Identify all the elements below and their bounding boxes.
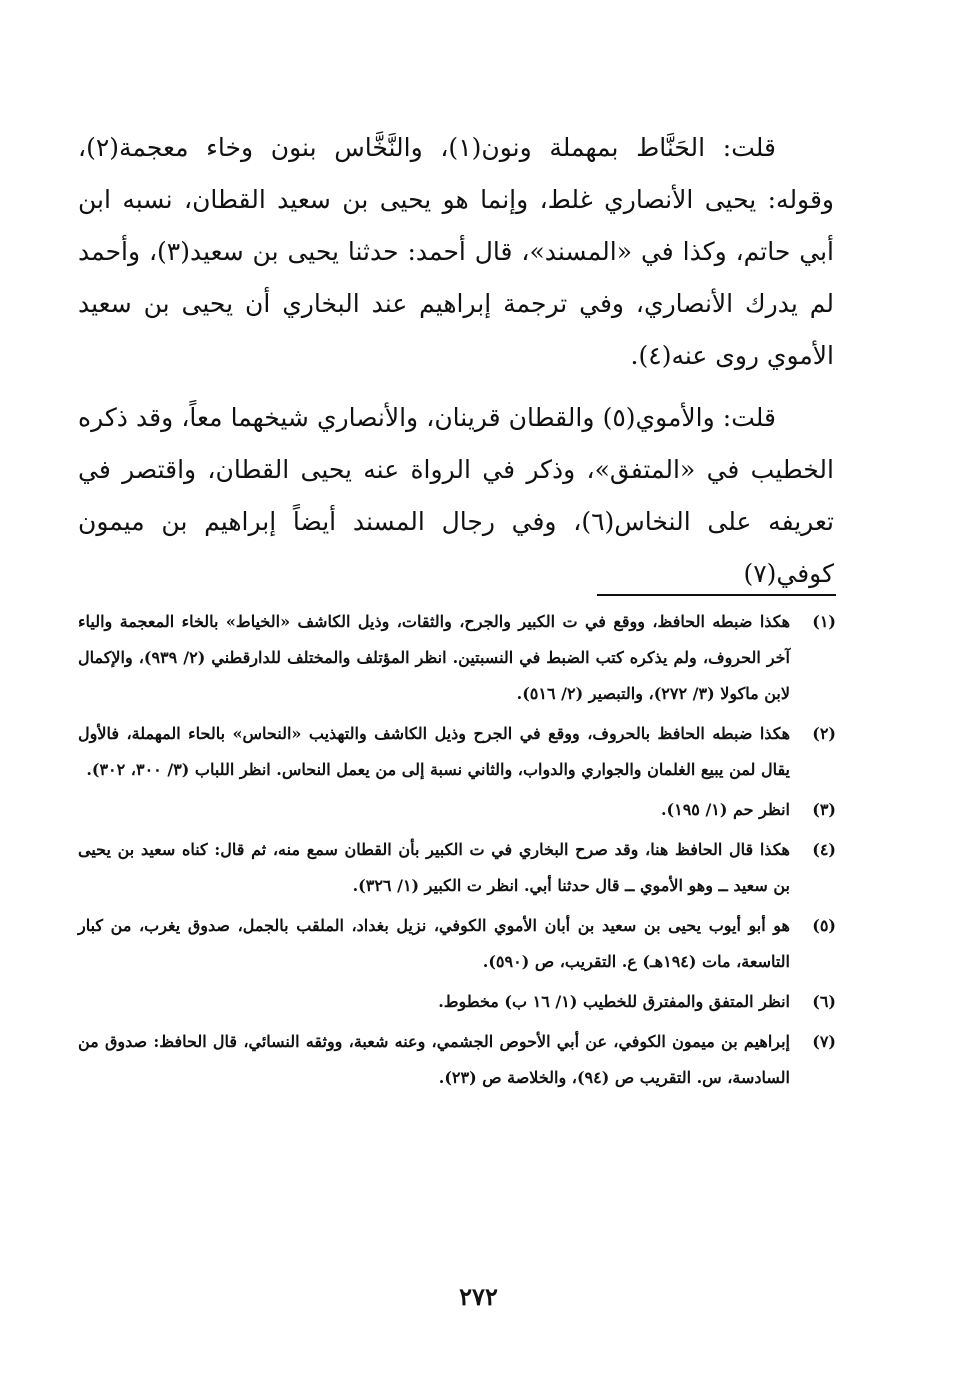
footnote-text: هو أبو أيوب يحيى بن سعيد بن أبان الأموي الكوفي، نزيل بغداد، الملقب بالجمل، صدوق يغرب، من كبار التاسعة، مات (١٩٤هـ) ع. التقريب، ص (٥٩٠). — [78, 916, 790, 971]
footnote-5 — [78, 908, 836, 980]
footnote-text: انظر حم (١/ ١٩٥). — [660, 800, 790, 819]
footnote-number: (٣) — [812, 800, 836, 819]
footnote-7 — [78, 1024, 836, 1096]
footnote-divider — [597, 594, 836, 596]
footnote-2 — [78, 716, 836, 788]
footnote-number: (٧) — [812, 1032, 836, 1051]
footnote-text: انظر المتفق والمفترق للخطيب (١/ ١٦ ب) مخطوط. — [438, 992, 790, 1011]
footnote-6 — [78, 984, 836, 1020]
footnote-text: هكذا قال الحافظ هنا، وقد صرح البخاري في ت الكبير بأن القطان سمع منه، ثم قال: كناه سعيد بن يحيى بن سعيد ــ وهو الأموي ــ قال حدثنا أبي. انظر ت الكبير (١/ ٣٢٦). — [78, 840, 790, 895]
footnote-number: (١) — [812, 612, 836, 631]
page-number: ٢٧٢ — [459, 1282, 498, 1311]
footnote-number: (٤) — [812, 840, 836, 859]
footnote-text: هكذا ضبطه الحافظ بالحروف، ووقع في الجرح وذيل الكاشف والتهذيب «النحاس» بالحاء المهملة، فالأول يقال لمن يبيع الغلمان والجواري والدواب، والثاني نسبة إلى من يعمل النحاس. انظر اللباب (٣/ ٣٠٠، ٣٠٢). — [78, 724, 790, 779]
main-text — [78, 122, 834, 600]
paragraph-2: قلت: والأموي(٥) والقطان قرينان، والأنصاري شيخهما معاً، وقد ذكره الخطيب في «المتفق»، وذكر في الرواة عنه يحيى القطان، واقتصر في تعريفه على النخاس(٦)، وفي رجال المسند أيضاً إبراهيم بن ميمون كوفي(٧) — [78, 403, 834, 588]
footnote-number: (٢) — [812, 724, 836, 743]
footnote-number: (٦) — [812, 992, 836, 1011]
footnote-3 — [78, 792, 836, 828]
footnote-text: إبراهيم بن ميمون الكوفي، عن أبي الأحوص الجشمي، وعنه شعبة، ووثقه النسائي، قال الحافظ: صدوق من السادسة، س. التقريب ص (٩٤)، والخلاصة ص (٢٣). — [78, 1032, 791, 1087]
footnote-number: (٥) — [812, 916, 836, 935]
paragraph-1: قلت: الحَنَّاط بمهملة ونون(١)، والنَّخَّاس بنون وخاء معجمة(٢)، وقوله: يحيى الأنصاري غلط، وإنما هو يحيى بن سعيد القطان، نسبه ابن أبي حاتم، وكذا في «المسند»، قال أحمد: حدثنا يحيى بن سعيد(٣)، وأحمد لم يدرك الأنصاري، وفي ترجمة إبراهيم عند البخاري أن يحيى بن سعيد الأموي روى عنه(٤). — [78, 133, 834, 370]
footnote-1 — [78, 604, 836, 712]
footnotes — [78, 604, 836, 1100]
footnote-text: هكذا ضبطه الحافظ، ووقع في ت الكبير والجرح، والثقات، وذيل الكاشف «الخياط» بالخاء المعجمة والياء آخر الحروف، ولم يذكره كتب الضبط في النسبتين. انظر المؤتلف والمختلف للدارقطني (٢/ ٩٣٩)، والإكمال لابن ماكولا (٣/ ٢٧٢)، والتبصير (٢/ ٥١٦). — [78, 612, 791, 703]
footnote-4 — [78, 832, 836, 904]
